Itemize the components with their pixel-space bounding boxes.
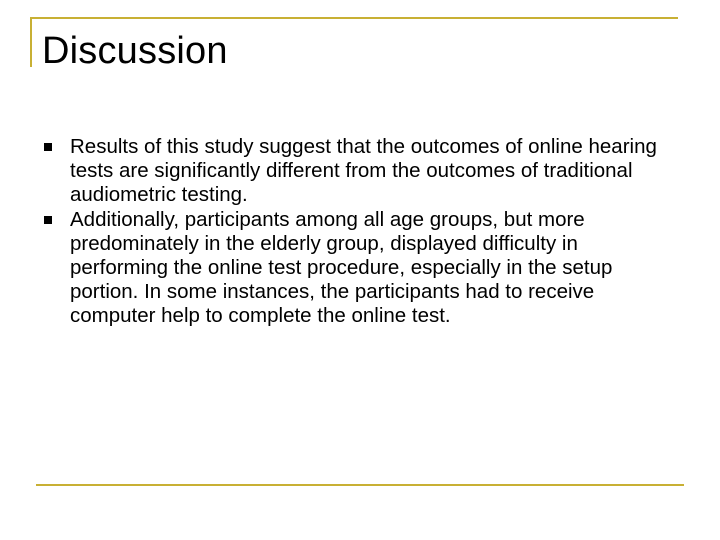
bullet-list	[44, 135, 664, 329]
bullet-text: Additionally, participants among all age groups, but more predominately in the elderly group, displayed difficulty in performing the online test procedure, especially in the setup portion. In some instances, the participants had to receive computer help to complete the online test.	[70, 207, 613, 328]
square-bullet-icon	[44, 216, 52, 224]
bottom-divider-line	[36, 484, 684, 486]
left-divider-line	[30, 17, 32, 67]
bullet-text: Results of this study suggest that the outcomes of online hearing tests are significantly different from the outcomes of traditional audiometric testing.	[70, 135, 657, 207]
top-divider-line	[30, 17, 678, 19]
square-bullet-icon	[44, 143, 52, 151]
bullet-item	[44, 208, 664, 329]
slide-title: Discussion	[42, 30, 228, 72]
bullet-item	[44, 135, 664, 208]
